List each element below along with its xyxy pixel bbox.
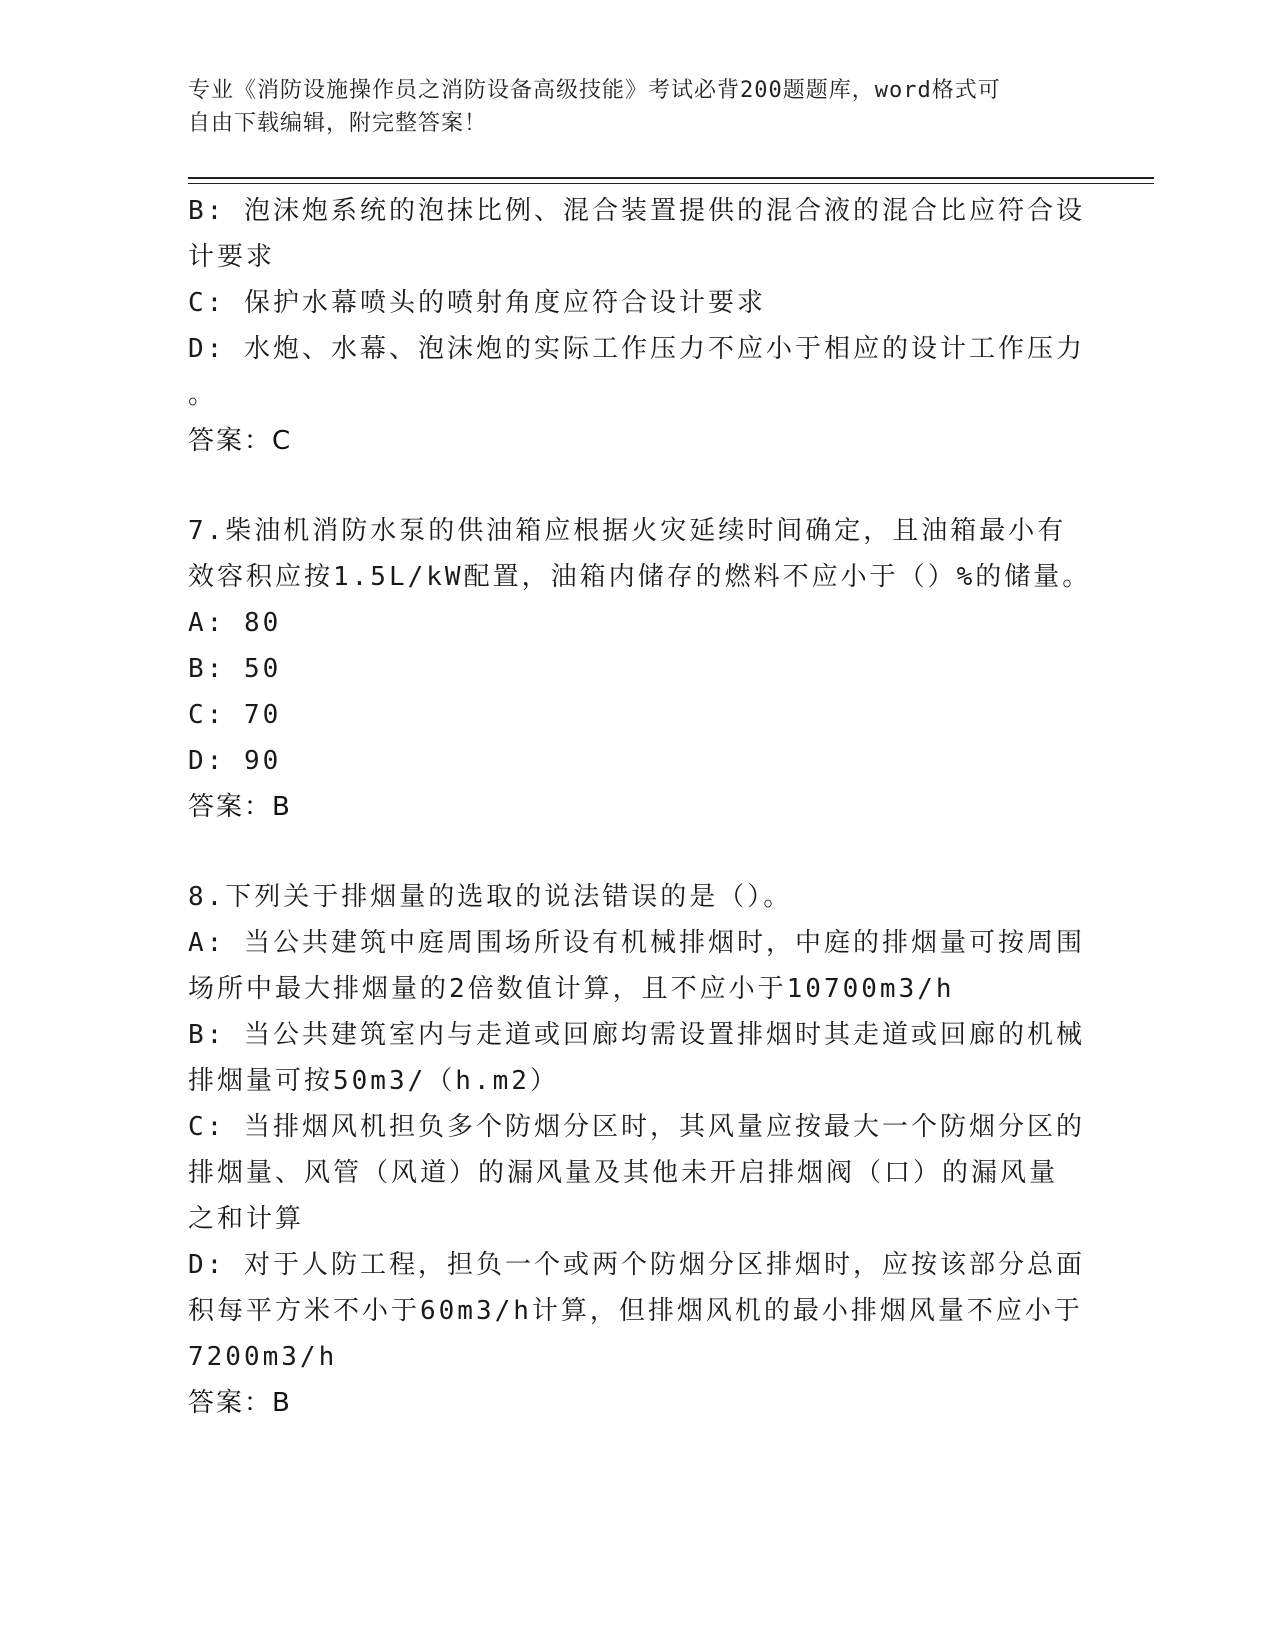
document-body (188, 188, 1092, 1426)
option-d-line-1: D: 对于人防工程，担负一个或两个防烟分区排烟时，应按该部分总面 (188, 1250, 1085, 1280)
question-stem-line-1: 7.柴油机消防水泵的供油箱应根据火灾延续时间确定，且油箱最小有 (188, 516, 1067, 546)
option-d-line-2: 。 (188, 380, 218, 410)
page-header (188, 74, 1068, 140)
question-stem: 8.下列关于排烟量的选取的说法错误的是（）。 (188, 882, 793, 912)
option-b: B: 50 (188, 654, 282, 684)
answer-label: 答案：C (188, 426, 293, 456)
header-line-1: 专业《消防设施操作员之消防设备高级技能》考试必背200题题库，word格式可 (188, 78, 1001, 103)
answer-label: 答案：B (188, 1388, 292, 1418)
option-c-line-3: 之和计算 (188, 1204, 305, 1234)
question-8 (188, 874, 1088, 1426)
option-d-line-2: 积每平方米不小于60m3/h计算，但排烟风机的最小排烟风量不应小于 (188, 1296, 1083, 1326)
option-b-line-2: 计要求 (188, 242, 276, 272)
previous-question (188, 188, 1088, 464)
header-line-2: 自由下载编辑，附完整答案！ (188, 111, 488, 136)
option-a-line-2: 场所中最大排烟量的2倍数值计算，且不应小于10700m3/h (188, 974, 955, 1004)
option-c-line-2: 排烟量、风管（风道）的漏风量及其他未开启排烟阀（口）的漏风量 (188, 1158, 1059, 1188)
question-7 (188, 508, 1092, 830)
option-c: C: 70 (188, 700, 282, 730)
option-b-line-2: 排烟量可按50m3/（h.m2） (188, 1066, 559, 1096)
header-divider-thick (188, 177, 1154, 179)
option-d-line-3: 7200m3/h (188, 1342, 338, 1372)
option-c: C: 保护水幕喷头的喷射角度应符合设计要求 (188, 288, 766, 318)
option-a-line-1: A: 当公共建筑中庭周围场所设有机械排烟时，中庭的排烟量可按周围 (188, 928, 1085, 958)
question-stem-line-2: 效容积应按1.5L/kW配置，油箱内储存的燃料不应小于（）%的储量。 (188, 562, 1092, 592)
answer-label: 答案：B (188, 792, 292, 822)
header-divider-thin (188, 183, 1154, 184)
option-b-line-1: B: 泡沫炮系统的泡抹比例、混合装置提供的混合液的混合比应符合设 (188, 196, 1085, 226)
option-d-line-1: D: 水炮、水幕、泡沫炮的实际工作压力不应小于相应的设计工作压力 (188, 334, 1085, 364)
option-b-line-1: B: 当公共建筑室内与走道或回廊均需设置排烟时其走道或回廊的机械 (188, 1020, 1085, 1050)
option-a: A: 80 (188, 608, 282, 638)
option-d: D: 90 (188, 746, 282, 776)
option-c-line-1: C: 当排烟风机担负多个防烟分区时，其风量应按最大一个防烟分区的 (188, 1112, 1085, 1142)
